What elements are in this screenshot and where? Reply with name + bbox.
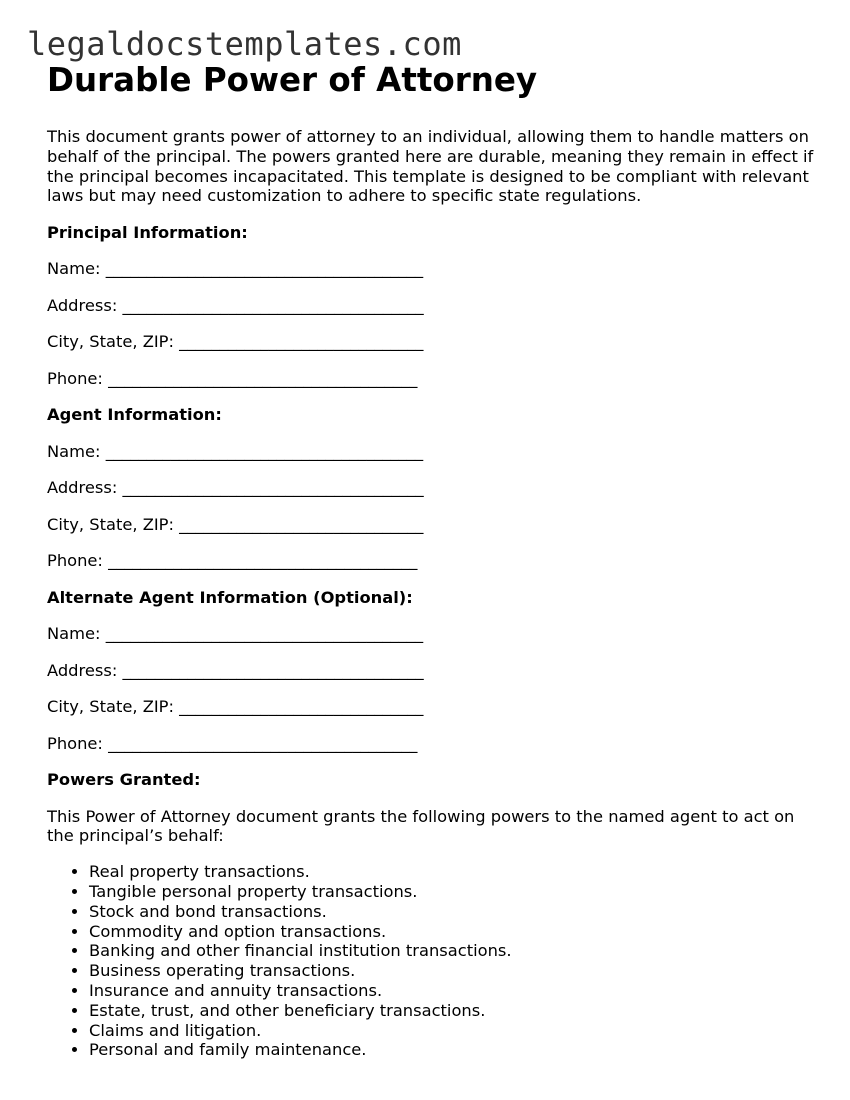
alternate-agent-heading: Alternate Agent Information (Optional): [47, 587, 413, 607]
list-item: • Claims and litigation. [89, 1021, 817, 1041]
powers-list [47, 862, 817, 1060]
document-body [47, 58, 817, 1060]
list-item: • Personal and family maintenance. [89, 1040, 817, 1060]
list-item: • Business operating transactions. [89, 961, 817, 981]
alternate-city-field: City, State, ZIP: ______________________________ [47, 697, 424, 717]
principal-phone-field: Phone: ______________________________________ [47, 368, 418, 388]
principal-name-field: Name: _______________________________________ [47, 259, 424, 279]
alternate-address-field: Address: _____________________________________ [47, 660, 424, 680]
list-item: • Real property transactions. [89, 862, 817, 882]
intro-paragraph: This document grants power of attorney to an individual, allowing them to handle matters on behalf of the principal. The powers granted here are durable, meaning they remain in effect if the principal becomes incapacitated. This template is designed to be compliant with relevant laws but may need customization to adhere to specific state regulations. [47, 127, 814, 206]
agent-heading: Agent Information: [47, 405, 222, 425]
list-item: • Estate, trust, and other beneficiary transactions. [89, 1001, 817, 1021]
principal-heading: Principal Information: [47, 222, 248, 242]
principal-section [47, 223, 817, 389]
powers-heading: Powers Granted: [47, 770, 201, 790]
agent-section [47, 405, 817, 571]
list-item: • Tangible personal property transactions. [89, 882, 817, 902]
list-item: • Banking and other financial institution transactions. [89, 941, 817, 961]
principal-address-field: Address: _____________________________________ [47, 295, 424, 315]
agent-phone-field: Phone: ______________________________________ [47, 551, 418, 571]
list-item: • Commodity and option transactions. [89, 922, 817, 942]
alternate-name-field: Name: _______________________________________ [47, 624, 424, 644]
agent-name-field: Name: _______________________________________ [47, 441, 424, 461]
alternate-phone-field: Phone: ______________________________________ [47, 733, 418, 753]
powers-intro: This Power of Attorney document grants the following powers to the named agent to act on the principal’s behalf: [47, 806, 795, 846]
document-title: Durable Power of Attorney [47, 61, 538, 99]
principal-city-field: City, State, ZIP: ______________________________ [47, 332, 424, 352]
list-item: • Stock and bond transactions. [89, 902, 817, 922]
site-watermark: legaldocstemplates.com [27, 25, 462, 63]
agent-city-field: City, State, ZIP: ______________________________ [47, 514, 424, 534]
alternate-agent-section [47, 588, 817, 754]
list-item: • Insurance and annuity transactions. [89, 981, 817, 1001]
agent-address-field: Address: _____________________________________ [47, 478, 424, 498]
powers-section [47, 770, 817, 1060]
